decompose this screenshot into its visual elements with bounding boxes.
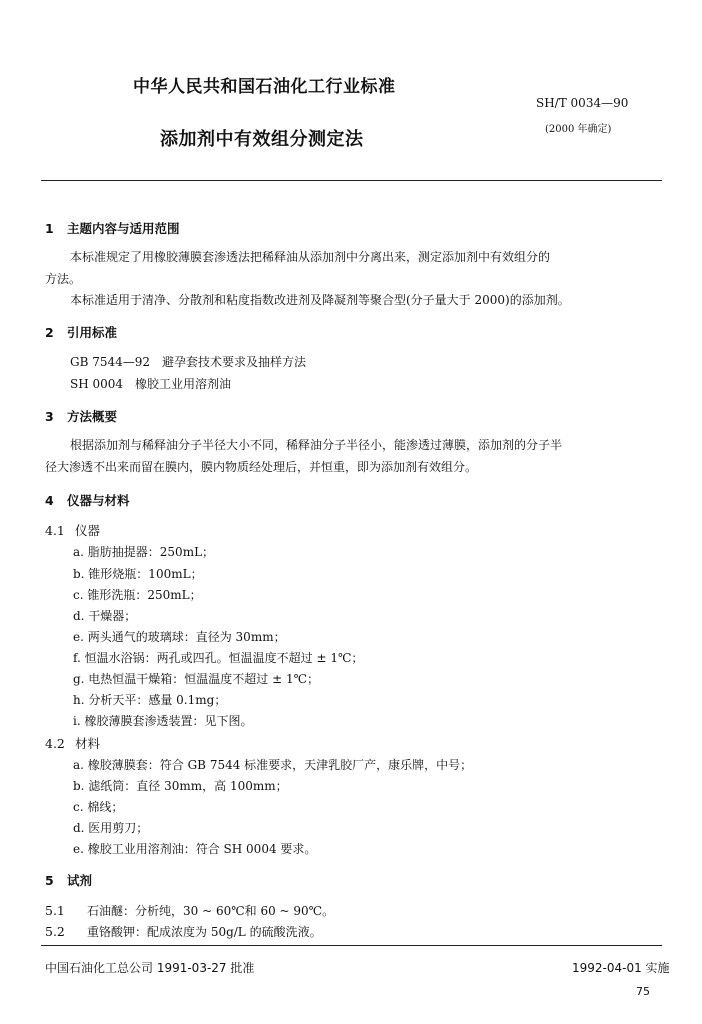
section-5-heading (45, 871, 92, 889)
section-number: 4 (45, 493, 54, 508)
section-number: 2 (45, 325, 54, 340)
reagent-number: 5.2 (45, 924, 65, 939)
reagent-5-2 (45, 923, 322, 940)
subsection-title: 仪器 (75, 523, 101, 538)
instrument-item: i. 橡胶薄膜套渗透装置：见下图。 (73, 714, 253, 728)
section-3-line-2: 径大渗透不出来而留在膜内，膜内物质经处理后，并恒重，即为添加剂有效组分。 (45, 460, 478, 474)
reference-sh0004: SH 0004 橡胶工业用溶剂油 (70, 377, 232, 391)
subsection-number: 4.2 (45, 736, 65, 751)
reagent-text: 石油醚：分析纯，30 ~ 60℃和 60 ~ 90℃。 (87, 904, 335, 918)
confirmation-note: (2000 年确定) (545, 124, 612, 135)
issuing-organization: 中华人民共和国石油化工行业标准 (133, 77, 396, 97)
section-1-para-1-line-1: 本标准规定了用橡胶薄膜套渗透法把稀释油从添加剂中分离出来，测定添加剂中有效组分的 (70, 250, 551, 264)
material-item: c. 棉线； (73, 800, 124, 814)
material-item: b. 滤纸筒：直径 30mm，高 100mm； (73, 779, 288, 793)
subsection-4-1-heading (45, 521, 100, 539)
material-item: e. 橡胶工业用溶剂油：符合 SH 0004 要求。 (73, 842, 317, 856)
section-2-heading (45, 323, 117, 341)
instrument-item: h. 分析天平：感量 0.1mg； (73, 693, 227, 707)
section-title: 试剂 (67, 873, 93, 888)
instrument-item: e. 两头通气的玻璃球：直径为 30mm； (73, 630, 286, 644)
instrument-item: c. 锥形洗瓶：250mL； (73, 588, 202, 602)
section-3-line-1: 根据添加剂与稀释油分子半径大小不同，稀释油分子半径小，能渗透过薄膜，添加剂的分子半 (70, 438, 563, 452)
reference-gb7544: GB 7544—92 避孕套技术要求及抽样方法 (70, 355, 307, 369)
section-title: 仪器与材料 (67, 493, 130, 508)
section-title: 方法概要 (67, 409, 118, 424)
reagent-text: 重铬酸钾：配成浓度为 50g/L 的硫酸洗液。 (87, 925, 322, 939)
section-1-para-1-line-2: 方法。 (45, 272, 82, 286)
subsection-4-2-heading (45, 734, 100, 752)
instrument-item: b. 锥形烧瓶：100mL； (73, 567, 203, 581)
page-number: 75 (636, 985, 650, 998)
section-3-heading (45, 407, 117, 425)
subsection-title: 材料 (75, 736, 101, 751)
instrument-item: g. 电热恒温干燥箱：恒温温度不超过 ± 1℃； (73, 672, 320, 686)
reagent-5-1 (45, 902, 334, 919)
footer-rule (41, 945, 662, 946)
instrument-item: d. 干燥器； (73, 609, 137, 623)
subsection-number: 4.1 (45, 523, 65, 538)
instrument-item: a. 脂肪抽提器：250mL； (73, 545, 215, 559)
approval-line: 中国石油化工总公司 1991-03-27 批准 (45, 961, 255, 975)
standard-code: SH/T 0034—90 (536, 96, 629, 110)
section-number: 1 (45, 221, 54, 236)
header-rule (41, 180, 662, 181)
reagent-number: 5.1 (45, 903, 65, 918)
implementation-date: 1992-04-01 实施 (572, 961, 670, 975)
section-title: 引用标准 (67, 325, 118, 340)
document-title: 添加剂中有效组分测定法 (160, 129, 364, 150)
section-4-heading (45, 491, 130, 509)
section-1-para-2: 本标准适用于清净、分散剂和粘度指数改进剂及降凝剂等聚合型(分子量大于 2000)的添加剂。 (70, 293, 570, 307)
section-title: 主题内容与适用范围 (67, 221, 180, 236)
section-number: 5 (45, 873, 54, 888)
material-item: d. 医用剪刀； (73, 821, 149, 835)
instrument-item: f. 恒温水浴锅：两孔或四孔。恒温温度不超过 ± 1℃； (73, 651, 364, 665)
section-1-heading (45, 219, 180, 237)
section-number: 3 (45, 409, 54, 424)
material-item: a. 橡胶薄膜套：符合 GB 7544 标准要求，天津乳胶厂产，康乐牌，中号； (73, 758, 473, 772)
